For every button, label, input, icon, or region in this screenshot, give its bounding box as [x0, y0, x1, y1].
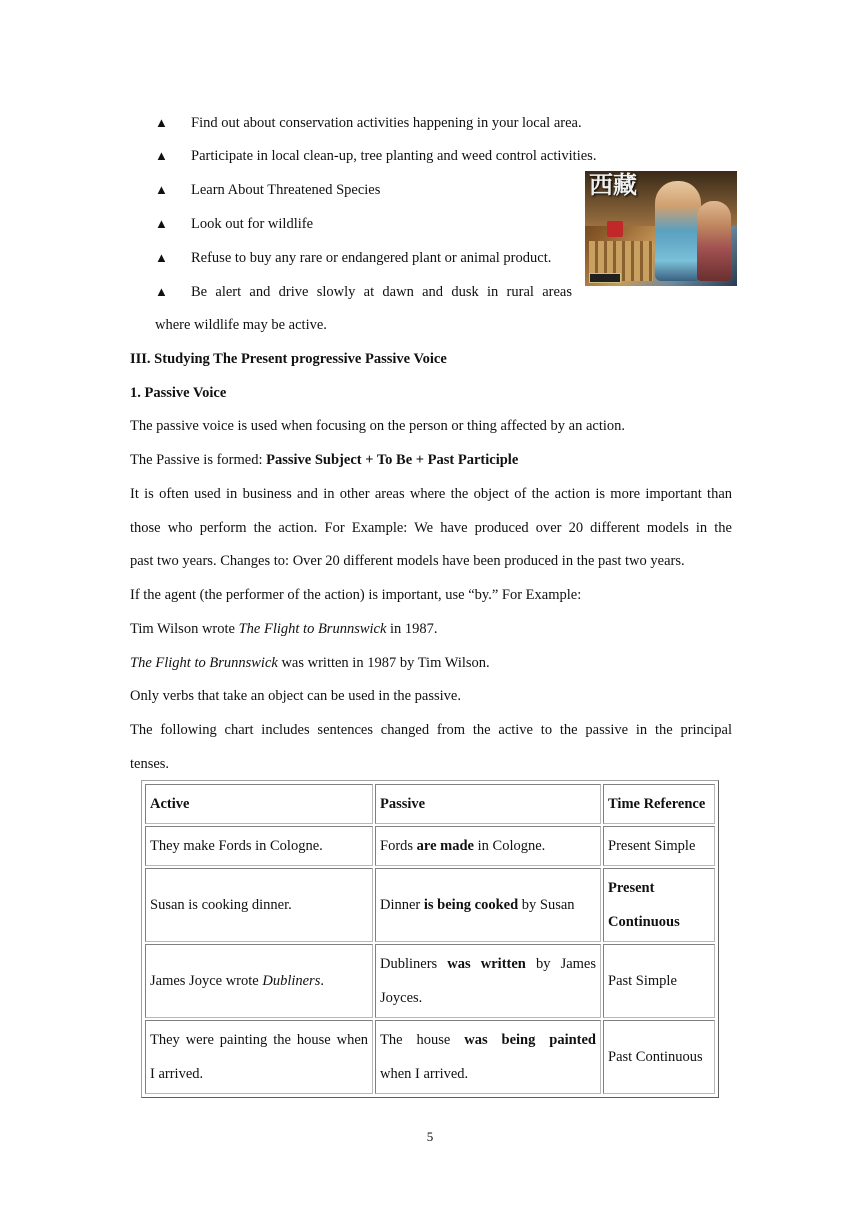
- paragraph-line: those who perform the action. For Example: We have produced over 20 different models in the: [130, 520, 732, 536]
- cell-passive: [375, 944, 601, 1018]
- paragraph-line: It is often used in business and in other areas where the object of the action is more important than: [130, 486, 732, 502]
- passive-text: Fords: [380, 838, 417, 854]
- cell-time: Present Simple: [603, 826, 715, 866]
- passive-verb: was written: [447, 956, 526, 972]
- active-line: They were painting the house when: [150, 1032, 368, 1048]
- tense-table-grid: [143, 782, 717, 1096]
- paragraph-line: tenses.: [130, 756, 170, 772]
- image-figure-main: [655, 181, 701, 281]
- time-line: Continuous: [608, 914, 680, 930]
- page-number: 5: [426, 1129, 434, 1144]
- triangle-bullet-icon: ▲: [155, 284, 168, 299]
- triangle-bullet-icon: ▲: [155, 250, 168, 265]
- cell-active: They make Fords in Cologne.: [145, 826, 373, 866]
- paragraph: Only verbs that take an object can be used in the passive.: [130, 688, 461, 704]
- passive-text: in Cologne.: [474, 838, 546, 854]
- image-figure-secondary: [697, 201, 731, 281]
- header-passive: Passive: [375, 784, 601, 824]
- bullet-text: Be alert and drive slowly at dawn and dusk in rural areas: [191, 284, 572, 300]
- example-text: Tim Wilson wrote: [130, 621, 239, 637]
- triangle-bullet-icon: ▲: [155, 148, 168, 163]
- image-logo-stamp: [589, 273, 621, 283]
- bullet-item: [155, 146, 596, 166]
- passive-verb: are made: [416, 838, 474, 854]
- table-row: [145, 944, 715, 1018]
- paragraph-formula: [130, 450, 518, 470]
- triangle-bullet-icon: ▲: [155, 182, 168, 197]
- header-active: Active: [145, 784, 373, 824]
- illustration-image: [585, 171, 737, 286]
- bullet-text: Learn About Threatened Species: [191, 182, 381, 198]
- example-text: was written in 1987 by Tim Wilson.: [277, 655, 490, 671]
- active-line: I arrived.: [150, 1066, 204, 1082]
- bullet-continuation: where wildlife may be active.: [155, 317, 327, 333]
- paragraph: If the agent (the performer of the action) is important, use “by.” For Example:: [130, 587, 582, 603]
- bullet-item: [155, 180, 380, 200]
- book-title: Dubliners: [262, 973, 321, 989]
- cell-active: [145, 944, 373, 1018]
- cell-active: [145, 1020, 373, 1094]
- passive-text: The house: [380, 1032, 465, 1048]
- book-title: The Flight to Brunnswick: [238, 621, 387, 637]
- passive-line: [380, 1023, 596, 1057]
- passive-line: [380, 947, 596, 981]
- section-heading: III. Studying The Present progressive Passive Voice: [130, 351, 447, 367]
- paragraph-line: past two years. Changes to: Over 20 different models have been produced in the past two years.: [130, 553, 685, 569]
- active-text: James Joyce wrote: [150, 973, 263, 989]
- subheading: 1. Passive Voice: [130, 385, 227, 401]
- cell-time: [603, 868, 715, 942]
- passive-text: by Susan: [518, 897, 575, 913]
- paragraph-line: The following chart includes sentences changed from the active to the passive in the principal: [130, 722, 732, 738]
- cell-active: Susan is cooking dinner.: [145, 868, 373, 942]
- formula-prefix: The Passive is formed:: [130, 452, 267, 468]
- passive-text: by James: [525, 956, 596, 972]
- cell-time: Past Continuous: [603, 1020, 715, 1094]
- image-red-tag: [607, 221, 623, 237]
- active-text: .: [320, 973, 324, 989]
- bullet-item: [155, 113, 582, 133]
- passive-line: when I arrived.: [380, 1066, 469, 1082]
- triangle-bullet-icon: ▲: [155, 216, 168, 231]
- example-sentence: [130, 619, 438, 639]
- bullet-text: Participate in local clean-up, tree planting and weed control activities.: [191, 148, 597, 164]
- cell-time: Past Simple: [603, 944, 715, 1018]
- header-time-reference: Time Reference: [603, 784, 715, 824]
- cell-passive: [375, 826, 601, 866]
- bullet-item: [155, 214, 313, 234]
- passive-line: Joyces.: [380, 990, 423, 1006]
- time-line: Present: [608, 880, 655, 896]
- image-title-glyph: 西藏: [589, 171, 637, 199]
- passive-text: Dinner: [380, 897, 424, 913]
- table-row: [145, 868, 715, 942]
- passive-text: Dubliners: [380, 956, 448, 972]
- tense-table: [141, 780, 719, 1098]
- cell-passive: [375, 1020, 601, 1094]
- bullet-text: Look out for wildlife: [191, 216, 314, 232]
- triangle-bullet-icon: ▲: [155, 115, 168, 130]
- example-sentence: [130, 653, 490, 673]
- example-text: in 1987.: [386, 621, 438, 637]
- book-title: The Flight to Brunnswick: [130, 655, 278, 671]
- passive-verb: was being painted: [464, 1032, 596, 1048]
- formula-bold: Passive Subject + To Be + Past Participle: [266, 452, 519, 468]
- table-header-row: [145, 784, 715, 824]
- table-row: [145, 1020, 715, 1094]
- cell-passive: [375, 868, 601, 942]
- bullet-text: Find out about conservation activities happening in your local area.: [191, 115, 582, 131]
- passive-verb: is being cooked: [423, 897, 519, 913]
- bullet-text: Refuse to buy any rare or endangered plant or animal product.: [191, 250, 552, 266]
- table-row: [145, 826, 715, 866]
- bullet-item: [155, 248, 551, 268]
- paragraph: The passive voice is used when focusing on the person or thing affected by an action.: [130, 418, 626, 434]
- bullet-item: [155, 282, 573, 302]
